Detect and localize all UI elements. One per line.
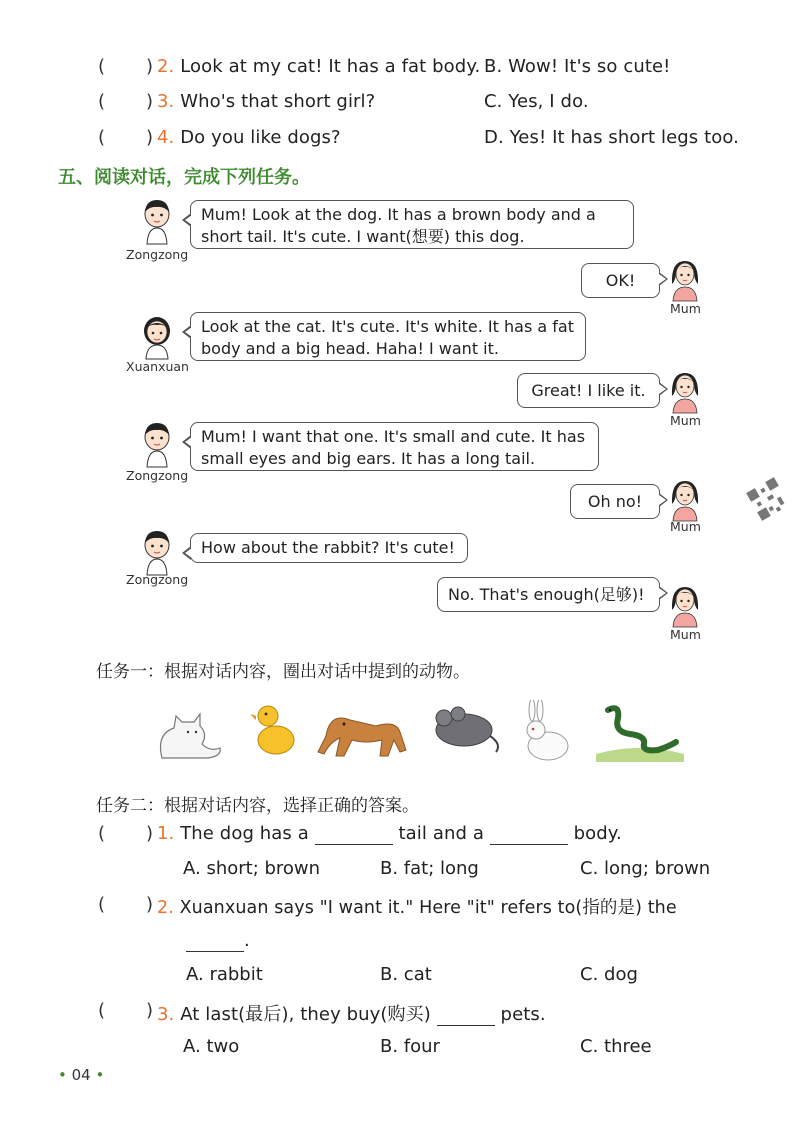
duck-image[interactable] — [250, 698, 300, 760]
answer-paren-close: ) — [146, 823, 154, 844]
page-number: • 04 • — [58, 1066, 105, 1084]
speaker-name: Mum — [670, 301, 701, 316]
speech-bubble: Look at the cat. It's cute. It's white. It has a fat body and a big head. Haha! I want it. — [190, 312, 586, 361]
option-a: A. two — [183, 1036, 240, 1057]
zongzong-avatar-icon — [140, 420, 174, 468]
option-b: B. cat — [380, 964, 432, 985]
mum-avatar-icon — [668, 478, 702, 522]
match-question-3: 3. Who's that short girl? — [157, 91, 376, 112]
snake-image[interactable] — [596, 700, 684, 762]
match-answer-d: D. Yes! It has short legs too. — [484, 127, 739, 148]
question-3: 3. At last(最后), they buy(购买) pets. — [157, 1004, 546, 1025]
option-b: B. four — [380, 1036, 440, 1057]
answer-blank[interactable] — [315, 823, 393, 845]
answer-paren-open[interactable]: ( — [98, 823, 106, 844]
speaker-name: Xuanxuan — [126, 359, 189, 374]
match-question-4: 4. Do you like dogs? — [157, 127, 341, 148]
question-2: 2. Xuanxuan says "I want it." Here "it" refers to(指的是) the — [157, 898, 677, 918]
speaker-name: Mum — [670, 627, 701, 642]
option-c: C. three — [580, 1036, 652, 1057]
section-title: 五、阅读对话，完成下列任务。 — [58, 167, 310, 188]
answer-paren-open[interactable]: ( — [98, 1000, 106, 1021]
answer-paren-open[interactable]: ( — [98, 894, 106, 915]
speech-bubble: Oh no! — [570, 484, 660, 519]
answer-paren-open[interactable]: ( — [98, 91, 106, 112]
option-c: C. dog — [580, 964, 638, 985]
task-two-instruction: 任务二：根据对话内容，选择正确的答案。 — [96, 796, 419, 816]
option-a: A. rabbit — [186, 964, 263, 985]
match-question-2: 2. Look at my cat! It has a fat body. — [157, 56, 481, 77]
question-1: 1. The dog has a tail and a body. — [157, 823, 622, 844]
answer-paren-close: ) — [146, 1000, 154, 1021]
speech-bubble: Great! I like it. — [517, 373, 660, 408]
speaker-name: Zongzong — [126, 247, 189, 262]
speech-bubble: OK! — [581, 263, 660, 298]
answer-paren-close: ) — [146, 56, 154, 77]
mum-avatar-icon — [668, 370, 702, 414]
answer-blank[interactable] — [490, 823, 568, 845]
option-c: C. long; brown — [580, 858, 711, 879]
answer-paren-open[interactable]: ( — [98, 56, 106, 77]
answer-paren-open[interactable]: ( — [98, 127, 106, 148]
task-one-instruction: 任务一：根据对话内容，圈出对话中提到的动物。 — [96, 662, 470, 682]
speech-bubble: Mum! I want that one. It's small and cute. It has small eyes and big ears. It has a long tail. — [190, 422, 599, 471]
option-a: A. short; brown — [183, 858, 321, 879]
option-b: B. fat; long — [380, 858, 479, 879]
speaker-name: Mum — [670, 519, 701, 534]
rabbit-image[interactable] — [518, 700, 576, 764]
dog-image[interactable] — [316, 698, 411, 760]
speaker-name: Zongzong — [126, 572, 189, 587]
match-answer-b: B. Wow! It's so cute! — [484, 56, 671, 77]
zongzong-avatar-icon — [140, 528, 174, 576]
speaker-name: Zongzong — [126, 468, 189, 483]
answer-blank[interactable] — [186, 930, 244, 952]
answer-paren-close: ) — [146, 894, 154, 915]
mum-avatar-icon — [668, 258, 702, 302]
answer-paren-close: ) — [146, 127, 154, 148]
speech-bubble: No. That's enough(足够)! — [437, 577, 660, 612]
speaker-name: Mum — [670, 413, 701, 428]
cat-image[interactable] — [150, 698, 226, 766]
xuanxuan-avatar-icon — [138, 312, 176, 360]
mouse-image[interactable] — [430, 700, 506, 756]
question-2-blank-line: . — [186, 930, 250, 952]
speech-bubble: Mum! Look at the dog. It has a brown body and a short tail. It's cute. I want(想要) this dog. — [190, 200, 634, 249]
zongzong-avatar-icon — [140, 197, 174, 245]
speech-bubble: How about the rabbit? It's cute! — [190, 533, 468, 563]
qr-code-icon — [742, 473, 794, 525]
answer-paren-close: ) — [146, 91, 154, 112]
mum-avatar-icon — [668, 584, 702, 628]
answer-blank[interactable] — [437, 1004, 495, 1026]
match-answer-c: C. Yes, I do. — [484, 91, 589, 112]
